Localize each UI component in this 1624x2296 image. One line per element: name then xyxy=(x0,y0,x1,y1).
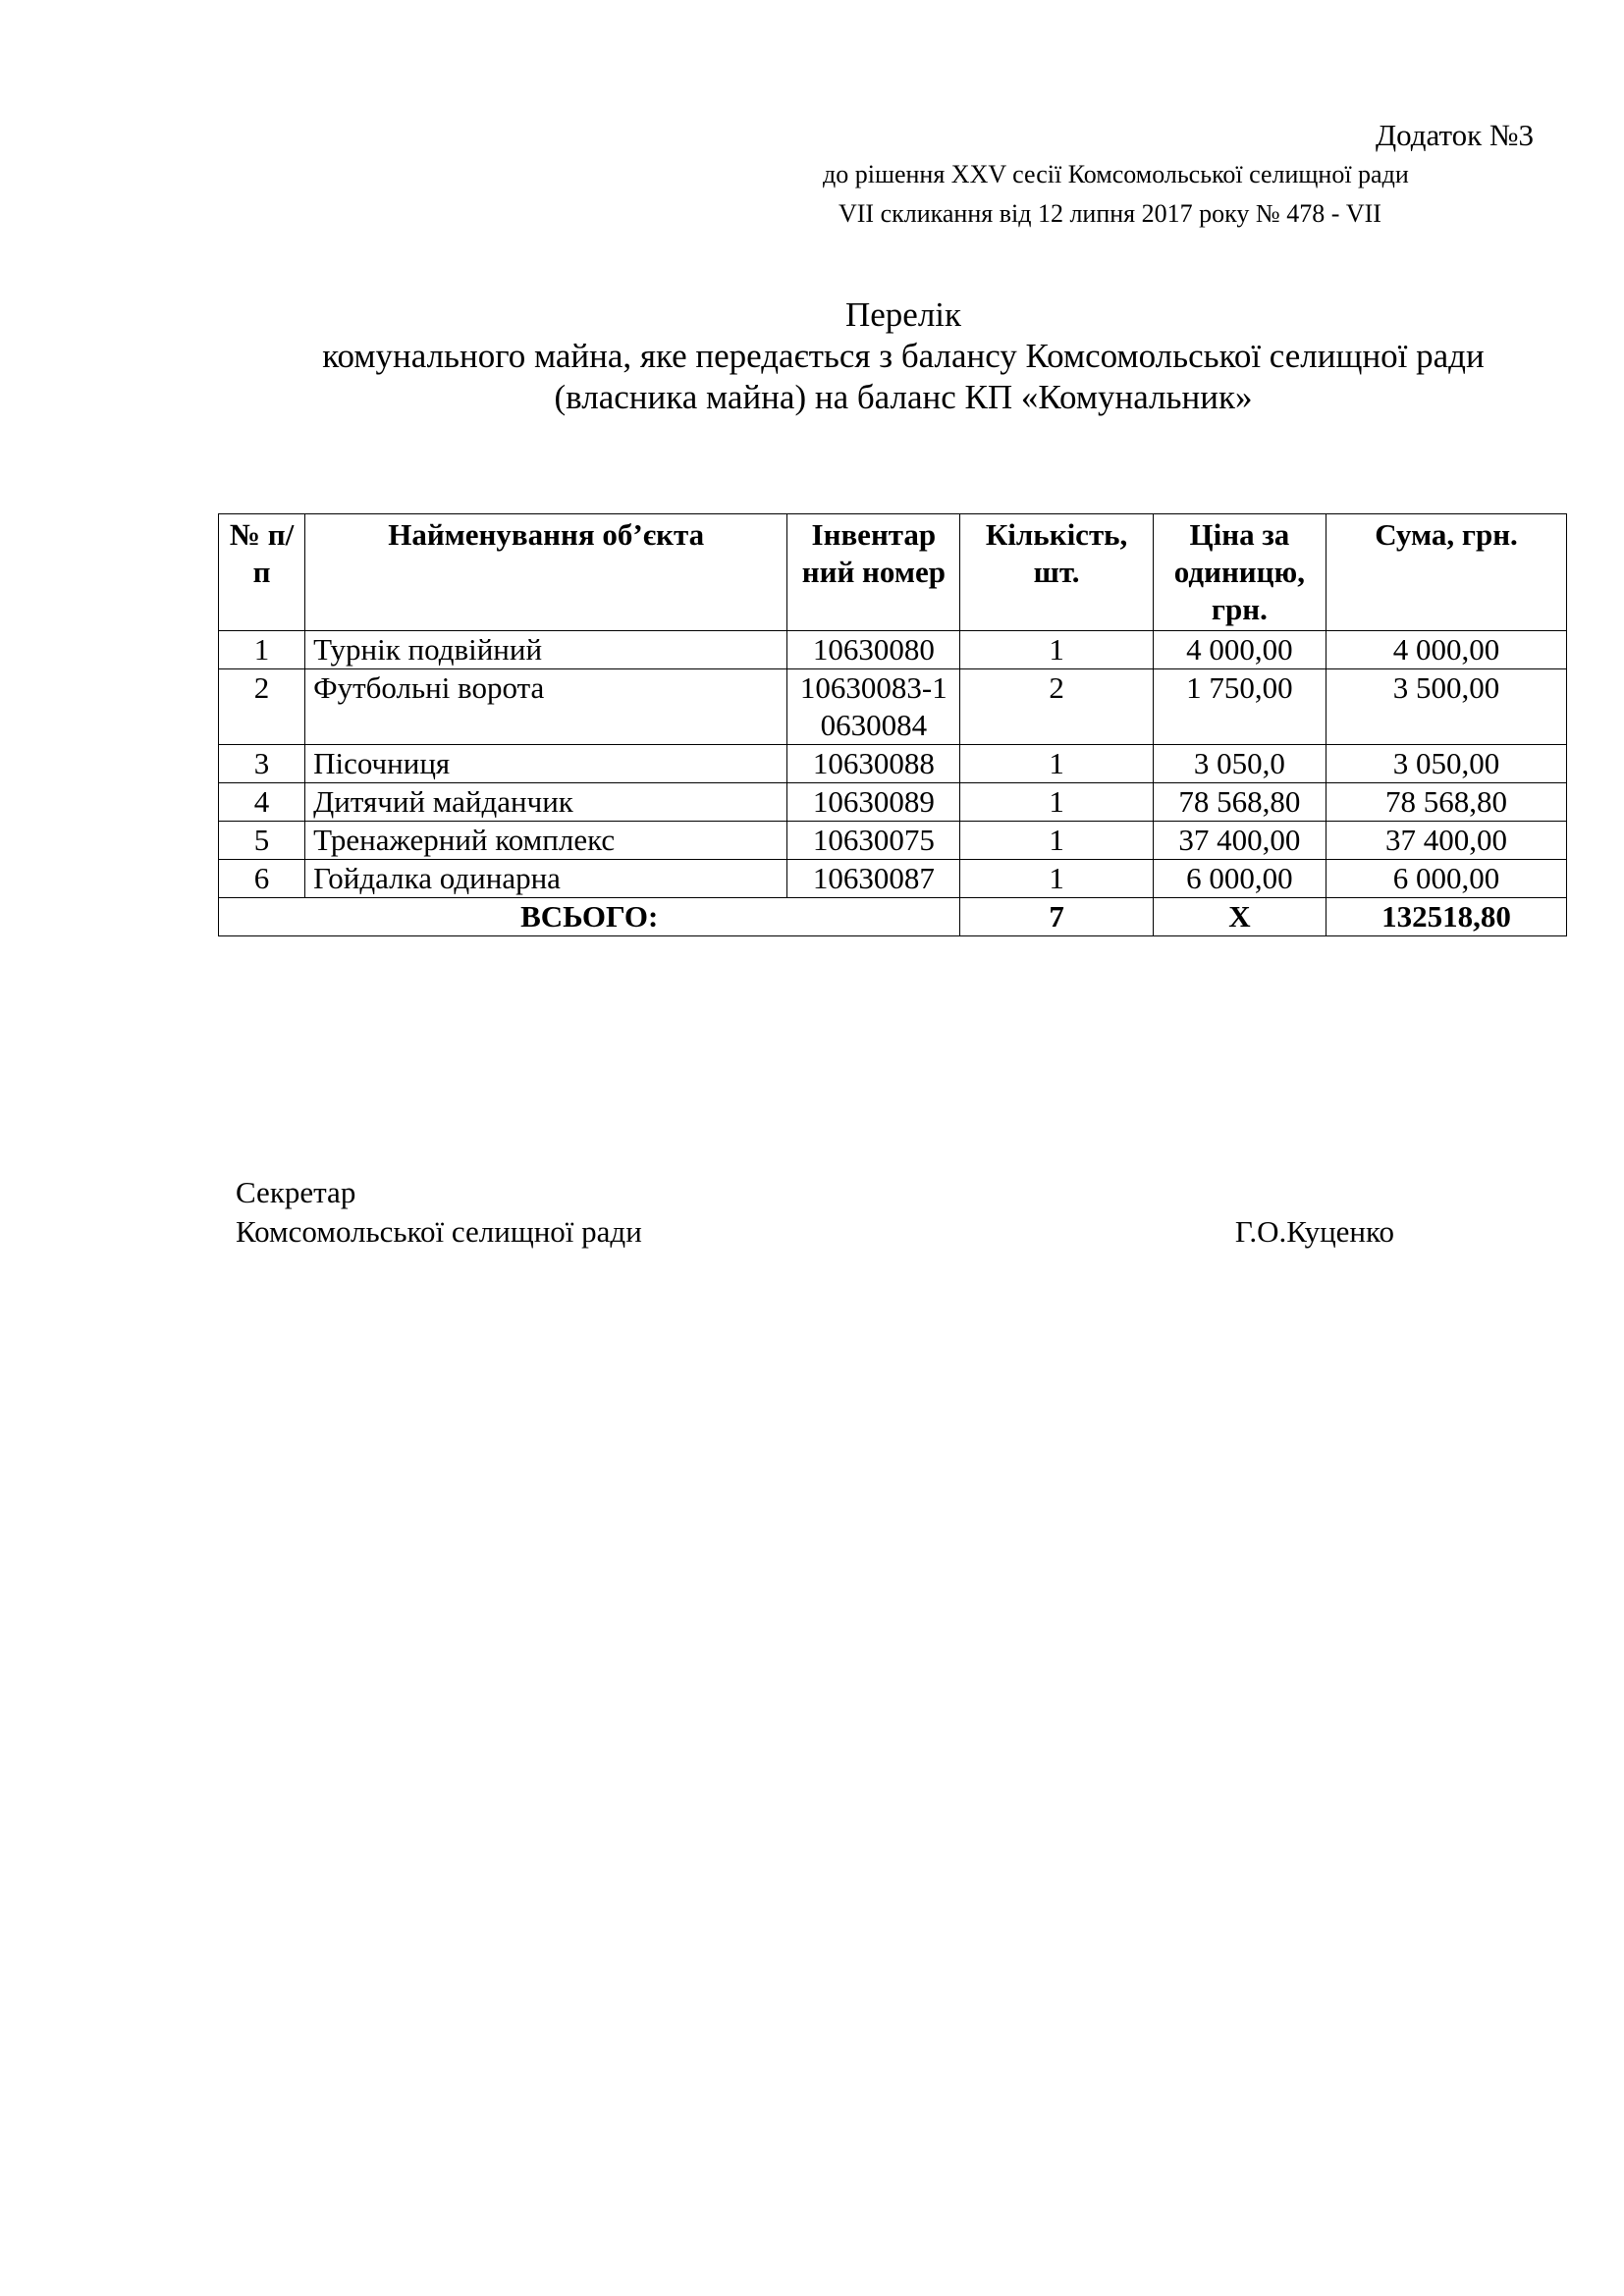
table-row xyxy=(219,783,1567,822)
header-num: № п/п xyxy=(219,514,305,631)
signature-position: Секретар xyxy=(236,1175,356,1209)
signature-organization: Комсомольської селищної ради xyxy=(236,1214,642,1249)
table-row xyxy=(219,745,1567,783)
cell-name: Пісочниця xyxy=(305,745,787,783)
cell-inventory: 10630089 xyxy=(787,783,960,822)
cell-quantity: 1 xyxy=(960,631,1153,669)
cell-price: 4 000,00 xyxy=(1153,631,1326,669)
cell-name: Футбольні ворота xyxy=(305,669,787,745)
cell-inventory: 10630083-10630084 xyxy=(787,669,960,745)
cell-inventory: 10630075 xyxy=(787,822,960,860)
total-price: Х xyxy=(1153,898,1326,936)
document-heading xyxy=(216,294,1591,418)
cell-quantity: 2 xyxy=(960,669,1153,745)
cell-sum: 6 000,00 xyxy=(1326,860,1567,898)
cell-sum: 3 500,00 xyxy=(1326,669,1567,745)
header-quantity: Кількість, шт. xyxy=(960,514,1153,631)
cell-num: 4 xyxy=(219,783,305,822)
cell-inventory: 10630080 xyxy=(787,631,960,669)
cell-name: Тренажерний комплекс xyxy=(305,822,787,860)
header-price: Ціна за одиницю, грн. xyxy=(1153,514,1326,631)
table-header-row xyxy=(219,514,1567,631)
cell-sum: 4 000,00 xyxy=(1326,631,1567,669)
cell-sum: 78 568,80 xyxy=(1326,783,1567,822)
header-sum: Сума, грн. xyxy=(1326,514,1567,631)
signature-name: Г.О.Куценко xyxy=(1234,1214,1394,1249)
cell-quantity: 1 xyxy=(960,745,1153,783)
table-row xyxy=(219,822,1567,860)
cell-inventory: 10630088 xyxy=(787,745,960,783)
signature-block xyxy=(236,1173,1414,1252)
table-row xyxy=(219,631,1567,669)
cell-num: 1 xyxy=(219,631,305,669)
cell-price: 1 750,00 xyxy=(1153,669,1326,745)
cell-inventory: 10630087 xyxy=(787,860,960,898)
heading-subtitle-line1: комунального майна, яке передається з балансу Комсомольської селищної ради xyxy=(322,337,1485,375)
heading-title: Перелік xyxy=(844,295,962,334)
cell-num: 6 xyxy=(219,860,305,898)
addendum-decision-line: до рішення XXV сесії Комсомольської селищної ради xyxy=(823,160,1409,188)
total-sum: 132518,80 xyxy=(1326,898,1567,936)
table-row xyxy=(219,860,1567,898)
cell-price: 37 400,00 xyxy=(1153,822,1326,860)
header-name: Найменування об’єкта xyxy=(305,514,787,631)
total-quantity: 7 xyxy=(960,898,1153,936)
heading-subtitle-line2: (власника майна) на баланс КП «Комунальник» xyxy=(554,378,1253,416)
addendum-convocation-line: VII скликання від 12 липня 2017 року № 478 - VII xyxy=(839,199,1381,228)
cell-sum: 37 400,00 xyxy=(1326,822,1567,860)
addendum-block xyxy=(819,116,1565,234)
table-total-row xyxy=(219,898,1567,936)
signature-row xyxy=(236,1212,1414,1252)
cell-num: 2 xyxy=(219,669,305,745)
total-label: ВСЬОГО: xyxy=(219,898,960,936)
cell-price: 3 050,0 xyxy=(1153,745,1326,783)
property-table xyxy=(218,513,1567,936)
cell-quantity: 1 xyxy=(960,783,1153,822)
addendum-title: Додаток №3 xyxy=(1375,118,1534,152)
cell-name: Дитячий майданчик xyxy=(305,783,787,822)
cell-name: Гойдалка одинарна xyxy=(305,860,787,898)
cell-num: 3 xyxy=(219,745,305,783)
cell-sum: 3 050,00 xyxy=(1326,745,1567,783)
cell-quantity: 1 xyxy=(960,822,1153,860)
cell-num: 5 xyxy=(219,822,305,860)
header-inventory: Інвентар ний номер xyxy=(787,514,960,631)
cell-quantity: 1 xyxy=(960,860,1153,898)
cell-name: Турнік подвійний xyxy=(305,631,787,669)
cell-price: 78 568,80 xyxy=(1153,783,1326,822)
cell-price: 6 000,00 xyxy=(1153,860,1326,898)
table-row xyxy=(219,669,1567,745)
